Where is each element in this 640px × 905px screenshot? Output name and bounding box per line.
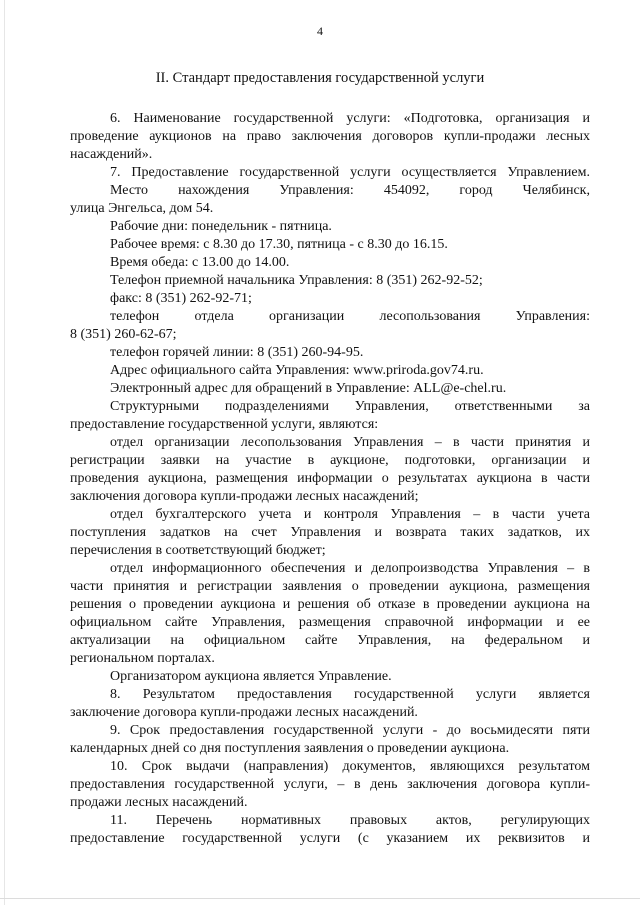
- text-line: предоставления государственной услуги, – в день заключения договора купли-: [70, 777, 590, 792]
- scan-edge-left: [4, 0, 5, 905]
- text-line: 6. Наименование государственной услуги: «Подготовка, организация и: [110, 111, 590, 126]
- scan-edge-bottom: [0, 898, 640, 899]
- text-line: улица Энгельса, дом 54.: [70, 201, 214, 216]
- text-line: отдел организации лесопользования Управления – в части принятия и: [110, 435, 590, 450]
- text-line: телефон отдела организации лесопользования Управления:: [110, 309, 590, 324]
- text-line: регистрации заявки на участие в аукционе, подготовки, организации и: [70, 453, 590, 468]
- text-line: проведение аукционов на право заключения договоров купли-продажи лесных: [70, 129, 590, 144]
- text-line: проведения аукциона, размещения информации о результатах аукциона в части: [70, 471, 590, 486]
- text-line: Телефон приемной начальника Управления: 8 (351) 262-92-52;: [110, 273, 483, 288]
- text-line: актуализации на официальном сайте Управления, на федеральном и: [70, 633, 590, 648]
- text-line: 10. Срок выдачи (направления) документов, являющихся результатом: [110, 759, 590, 774]
- text-line: Адрес официального сайта Управления: www.priroda.gov74.ru.: [110, 363, 484, 378]
- text-line: 8 (351) 260-62-67;: [70, 327, 177, 342]
- text-line: официальном сайте Управления, размещения справочной информации и ее: [70, 615, 590, 630]
- text-line: региональном порталах.: [70, 651, 215, 666]
- text-line: поступления задатков на счет Управления и возврата таких задатков, их: [70, 525, 590, 540]
- text-line: телефон горячей линии: 8 (351) 260-94-95.: [110, 345, 364, 360]
- text-line: 7. Предоставление государственной услуги осуществляется Управлением.: [110, 165, 590, 180]
- text-line: отдел бухгалтерского учета и контроля Управления – в части учета: [110, 507, 590, 522]
- text-line: Организатором аукциона является Управление.: [110, 669, 392, 684]
- text-line: предоставление государственной услуги, являются:: [70, 417, 379, 432]
- text-line: факс: 8 (351) 262-92-71;: [110, 291, 252, 306]
- text-line: заключение договора купли-продажи лесных насаждений.: [70, 705, 418, 720]
- text-line: Рабочее время: с 8.30 до 17.30, пятница - с 8.30 до 16.15.: [110, 237, 448, 252]
- body-text: [70, 110, 590, 848]
- text-line: календарных дней со дня поступления заявления о проведении аукциона.: [70, 741, 510, 756]
- text-line: Электронный адрес для обращений в Управление: ALL@e-chel.ru.: [110, 381, 507, 396]
- text-line: заключения договора купли-продажи лесных насаждений;: [70, 489, 419, 504]
- text-line: 11. Перечень нормативных правовых актов, регулирующих: [110, 813, 590, 828]
- text-line: перечисления в соответствующий бюджет;: [70, 543, 326, 558]
- text-line: насаждений».: [70, 147, 153, 162]
- text-line: решения о проведении аукциона и решения об отказе в проведении аукциона на: [70, 597, 590, 612]
- text-line: 9. Срок предоставления государственной услуги - до восьмидесяти пяти: [110, 723, 590, 738]
- text-line: Место нахождения Управления: 454092, город Челябинск,: [110, 183, 590, 198]
- page-number: 4: [317, 24, 323, 38]
- text-line: 8. Результатом предоставления государственной услуги является: [110, 687, 590, 702]
- text-line: отдел информационного обеспечения и делопроизводства Управления – в: [110, 561, 590, 576]
- section-heading: II. Стандарт предоставления государственной услуги: [155, 70, 485, 86]
- text-line: Структурными подразделениями Управления, ответственными за: [110, 399, 590, 414]
- text-line: продажи лесных насаждений.: [70, 795, 248, 810]
- text-line: Время обеда: с 13.00 до 14.00.: [110, 255, 290, 270]
- text-line: предоставление государственной услуги (с указанием их реквизитов и: [70, 831, 590, 846]
- text-line: Рабочие дни: понедельник - пятница.: [110, 219, 332, 234]
- text-line: части принятия и регистрации заявления о проведении аукциона, размещения: [70, 579, 590, 594]
